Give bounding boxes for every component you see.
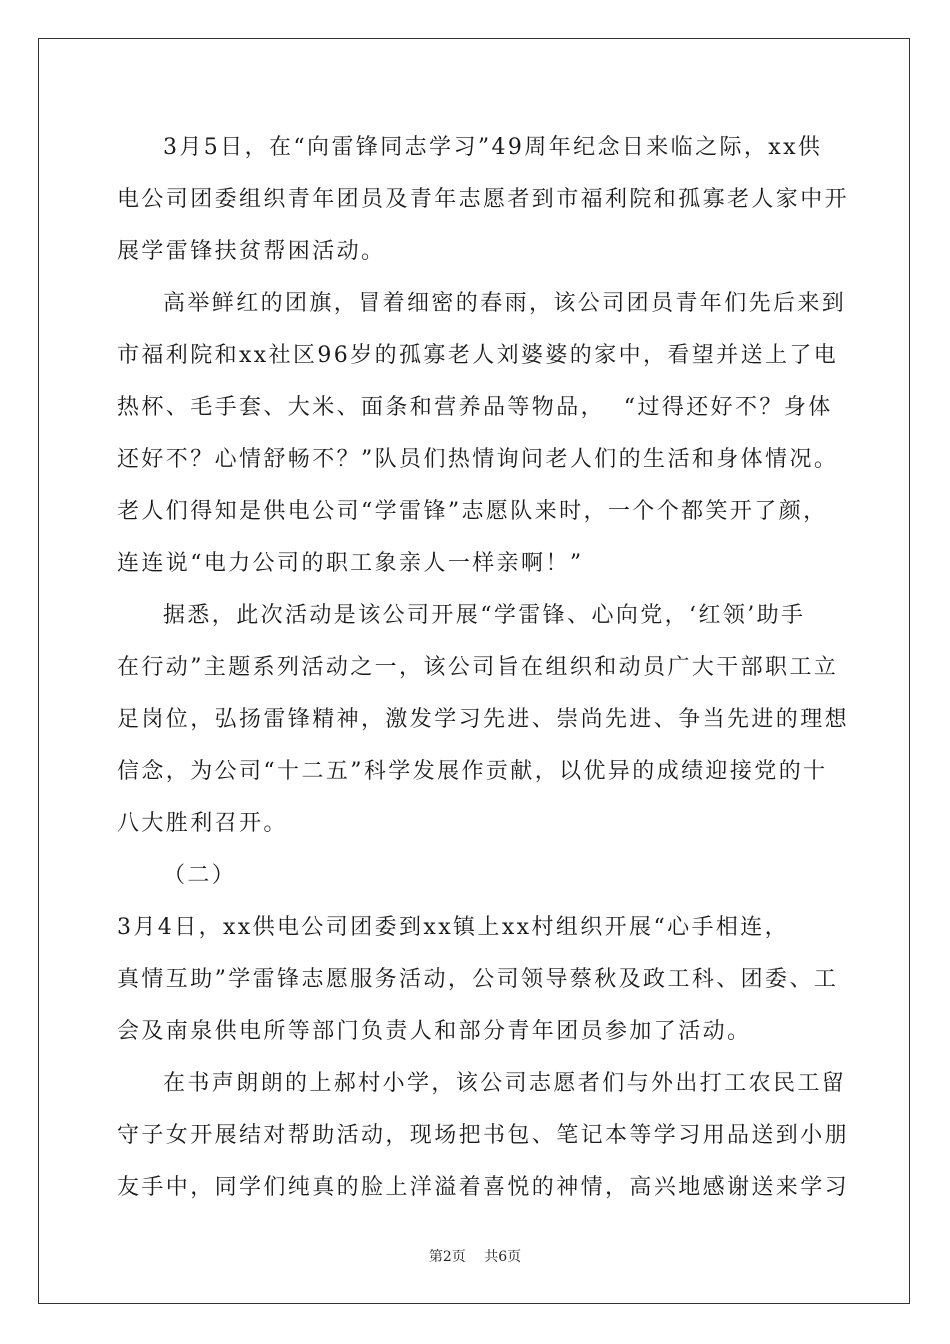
text-line: 八大胜利召开。 bbox=[117, 811, 288, 836]
text-line: 老人们得知是供电公司“学雷锋”志愿队来时，一个个都笑开了颜， bbox=[117, 499, 828, 524]
page-number: 第2页 bbox=[428, 1249, 466, 1265]
text-line: 信念，为公司“十二五”科学发展作贡献，以优异的成绩迎接党的十 bbox=[117, 759, 828, 784]
text-line: 在书声朗朗的上郝村小学，该公司志愿者们与外出打工农民工留 bbox=[163, 1071, 847, 1096]
page-footer bbox=[0, 1246, 950, 1266]
text-line: 在行动”主题系列活动之一，该公司旨在组织和动员广大干部职工立 bbox=[117, 655, 839, 680]
text-line: 3月4日，xx供电公司团委到xx镇上xx村组织开展“心手相连， bbox=[117, 915, 790, 940]
text-line: 友手中，同学们纯真的脸上洋溢着喜悦的神情，高兴地感谢送来学习 bbox=[117, 1175, 850, 1200]
text-line: 还好不？心情舒畅不？”队员们热情询问老人们的生活和身体情况。 bbox=[117, 447, 839, 472]
text-line: 足岗位，弘扬雷锋精神，激发学习先进、崇尚先进、争当先进的理想 bbox=[117, 707, 850, 732]
text-line: 真情互助”学雷锋志愿服务活动，公司领导蔡秋及政工科、团委、工 bbox=[117, 967, 839, 992]
text-line: 3月5日，在“向雷锋同志学习”49周年纪念日来临之际，xx供 bbox=[163, 135, 823, 160]
text-line: 热杯、毛手套、大米、面条和营养品等物品， “过得还好不？身体 bbox=[117, 395, 833, 420]
text-line: 守子女开展结对帮助活动，现场把书包、笔记本等学习用品送到小朋 bbox=[117, 1123, 850, 1148]
text-line: 展学雷锋扶贫帮困活动。 bbox=[117, 239, 386, 264]
text-line: 市福利院和xx社区96岁的孤寡老人刘婆婆的家中，看望并送上了电 bbox=[117, 343, 839, 368]
page-total: 共6页 bbox=[484, 1249, 522, 1265]
document-body bbox=[117, 122, 850, 1214]
text-line: 连连说“电力公司的职工象亲人一样亲啊！” bbox=[117, 551, 584, 576]
text-line: 电公司团委组织青年团员及青年志愿者到市福利院和孤寡老人家中开 bbox=[117, 187, 850, 212]
text-line: （二） bbox=[163, 863, 237, 888]
text-line: 高举鲜红的团旗，冒着细密的春雨，该公司团员青年们先后来到 bbox=[163, 291, 847, 316]
text-line: 据悉，此次活动是该公司开展“学雷锋、心向党，‘红领’助手 bbox=[163, 603, 806, 628]
text-line: 会及南泉供电所等部门负责人和部分青年团员参加了活动。 bbox=[117, 1019, 752, 1044]
